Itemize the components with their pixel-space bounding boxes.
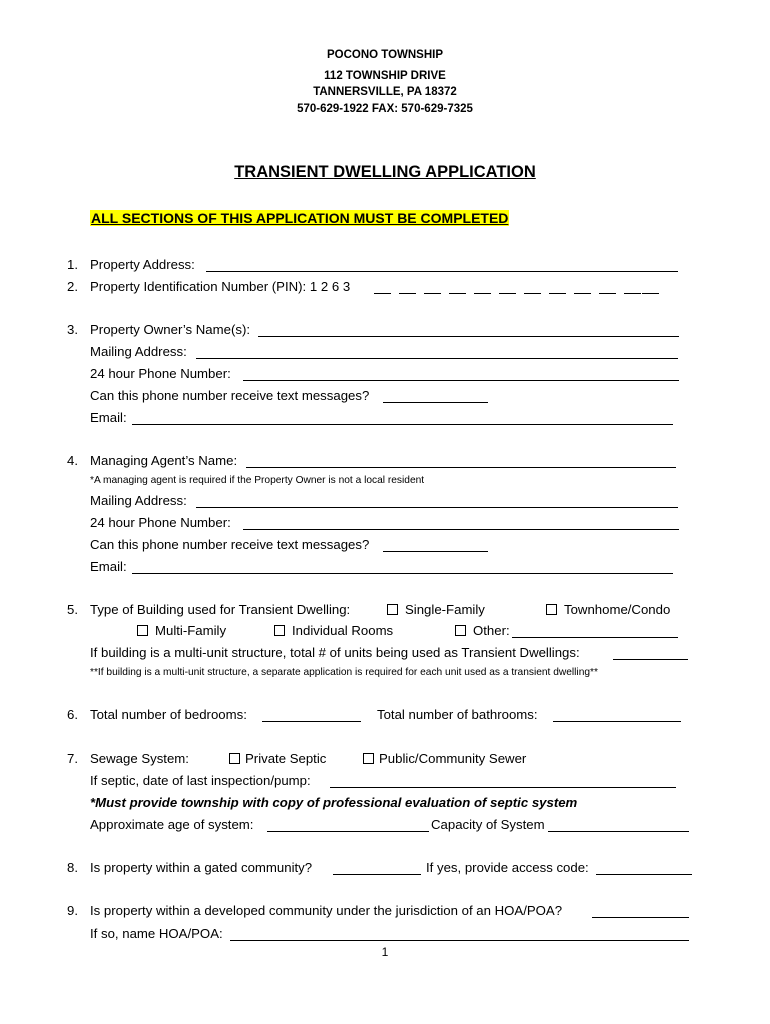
pin-digit-field[interactable]	[399, 293, 416, 294]
section-4-number: 4.	[67, 453, 78, 468]
multi-family-label: Multi-Family	[155, 623, 227, 638]
single-family-checkbox[interactable]	[387, 604, 398, 615]
system-age-field[interactable]	[267, 831, 429, 832]
bathrooms-field[interactable]	[553, 721, 681, 722]
agent-phone-label: 24 hour Phone Number:	[90, 515, 231, 530]
private-septic-checkbox[interactable]	[229, 753, 240, 764]
system-capacity-field[interactable]	[548, 831, 689, 832]
pin-digit-field[interactable]	[599, 293, 616, 294]
agent-email-field[interactable]	[132, 573, 673, 574]
owner-name-label: Property Owner’s Name(s):	[90, 322, 251, 337]
townhome-checkbox[interactable]	[546, 604, 557, 615]
public-sewer-checkbox[interactable]	[363, 753, 374, 764]
owner-name-field[interactable]	[258, 336, 679, 337]
section-9-number: 9.	[67, 903, 78, 918]
individual-rooms-checkbox[interactable]	[274, 625, 285, 636]
bathrooms-label: Total number of bathrooms:	[377, 707, 538, 722]
hoa-name-label: If so, name HOA/POA:	[90, 926, 223, 941]
pin-digit-field[interactable]	[449, 293, 466, 294]
section-5-number: 5.	[67, 602, 78, 617]
section-8-number: 8.	[67, 860, 78, 875]
other-field[interactable]	[512, 637, 678, 638]
pin-digit-field[interactable]	[474, 293, 491, 294]
pin-digit-field[interactable]	[524, 293, 541, 294]
private-septic-label: Private Septic	[245, 751, 327, 766]
pin-digit-field[interactable]	[424, 293, 441, 294]
section-1-number: 1.	[67, 257, 78, 272]
townhome-label: Townhome/Condo	[564, 602, 671, 617]
pin-digit-field[interactable]	[374, 293, 391, 294]
agent-phone-field[interactable]	[243, 529, 679, 530]
system-capacity-label: Capacity of System	[431, 817, 545, 832]
agent-email-label: Email:	[90, 559, 127, 574]
owner-phone-field[interactable]	[243, 380, 679, 381]
access-code-label: If yes, provide access code:	[426, 860, 589, 875]
units-label: If building is a multi-unit structure, total # of units being used as Transient Dwellings:	[90, 645, 580, 660]
bedrooms-label: Total number of bedrooms:	[90, 707, 247, 722]
property-address-label: Property Address:	[90, 257, 195, 272]
township-city: TANNERSVILLE, PA 18372	[313, 86, 457, 98]
agent-mailing-field[interactable]	[196, 507, 678, 508]
agent-name-field[interactable]	[246, 467, 676, 468]
township-name: POCONO TOWNSHIP	[326, 49, 444, 61]
access-code-field[interactable]	[596, 874, 692, 875]
public-sewer-label: Public/Community Sewer	[379, 751, 527, 766]
owner-phone-label: 24 hour Phone Number:	[90, 366, 231, 381]
pin-digit-field[interactable]	[499, 293, 516, 294]
pin-digit-field[interactable]	[549, 293, 566, 294]
other-checkbox[interactable]	[455, 625, 466, 636]
pin-digit-field[interactable]	[624, 293, 641, 294]
gated-community-label: Is property within a gated community?	[90, 860, 313, 875]
septic-date-label: If septic, date of last inspection/pump:	[90, 773, 311, 788]
agent-requirement-note: *A managing agent is required if the Property Owner is not a local resident	[90, 475, 425, 486]
pin-label: Property Identification Number (PIN): 1 2 6 3	[90, 279, 351, 294]
gated-community-field[interactable]	[333, 874, 421, 875]
septic-date-field[interactable]	[330, 787, 676, 788]
hoa-label: Is property within a developed community under the jurisdiction of an HOA/POA?	[90, 903, 563, 918]
agent-text-label: Can this phone number receive text messages?	[90, 537, 370, 552]
section-6-number: 6.	[67, 707, 78, 722]
agent-name-label: Managing Agent’s Name:	[90, 453, 238, 468]
township-street: 112 TOWNSHIP DRIVE	[324, 70, 446, 82]
pin-digit-field[interactable]	[642, 293, 659, 294]
section-3-number: 3.	[67, 322, 78, 337]
multi-family-checkbox[interactable]	[137, 625, 148, 636]
section-2-number: 2.	[67, 279, 78, 294]
owner-mailing-field[interactable]	[196, 358, 678, 359]
sewage-label: Sewage System:	[90, 751, 189, 766]
hoa-field[interactable]	[592, 917, 689, 918]
owner-text-label: Can this phone number receive text messages?	[90, 388, 370, 403]
septic-evaluation-note: *Must provide township with copy of professional evaluation of septic system	[90, 795, 578, 810]
page-number: 1	[381, 945, 389, 959]
completion-notice: ALL SECTIONS OF THIS APPLICATION MUST BE COMPLETED	[91, 210, 509, 226]
owner-email-field[interactable]	[132, 424, 673, 425]
other-label: Other:	[473, 623, 510, 638]
property-address-field[interactable]	[206, 271, 678, 272]
agent-text-field[interactable]	[383, 551, 488, 552]
single-family-label: Single-Family	[405, 602, 485, 617]
pin-digit-field[interactable]	[574, 293, 591, 294]
multi-unit-note: **If building is a multi-unit structure, a separate application is required for each unit used as a transient dwelling**	[90, 667, 598, 678]
building-type-label: Type of Building used for Transient Dwelling:	[90, 602, 351, 617]
section-7-number: 7.	[67, 751, 78, 766]
agent-mailing-label: Mailing Address:	[90, 493, 187, 508]
units-field[interactable]	[613, 659, 688, 660]
system-age-label: Approximate age of system:	[90, 817, 254, 832]
township-phone-fax: 570-629-1922 FAX: 570-629-7325	[297, 103, 473, 115]
hoa-name-field[interactable]	[230, 940, 689, 941]
owner-text-field[interactable]	[383, 402, 488, 403]
individual-rooms-label: Individual Rooms	[292, 623, 394, 638]
bedrooms-field[interactable]	[262, 721, 361, 722]
owner-mailing-label: Mailing Address:	[90, 344, 187, 359]
owner-email-label: Email:	[90, 410, 127, 425]
form-title: TRANSIENT DWELLING APPLICATION	[234, 163, 536, 181]
